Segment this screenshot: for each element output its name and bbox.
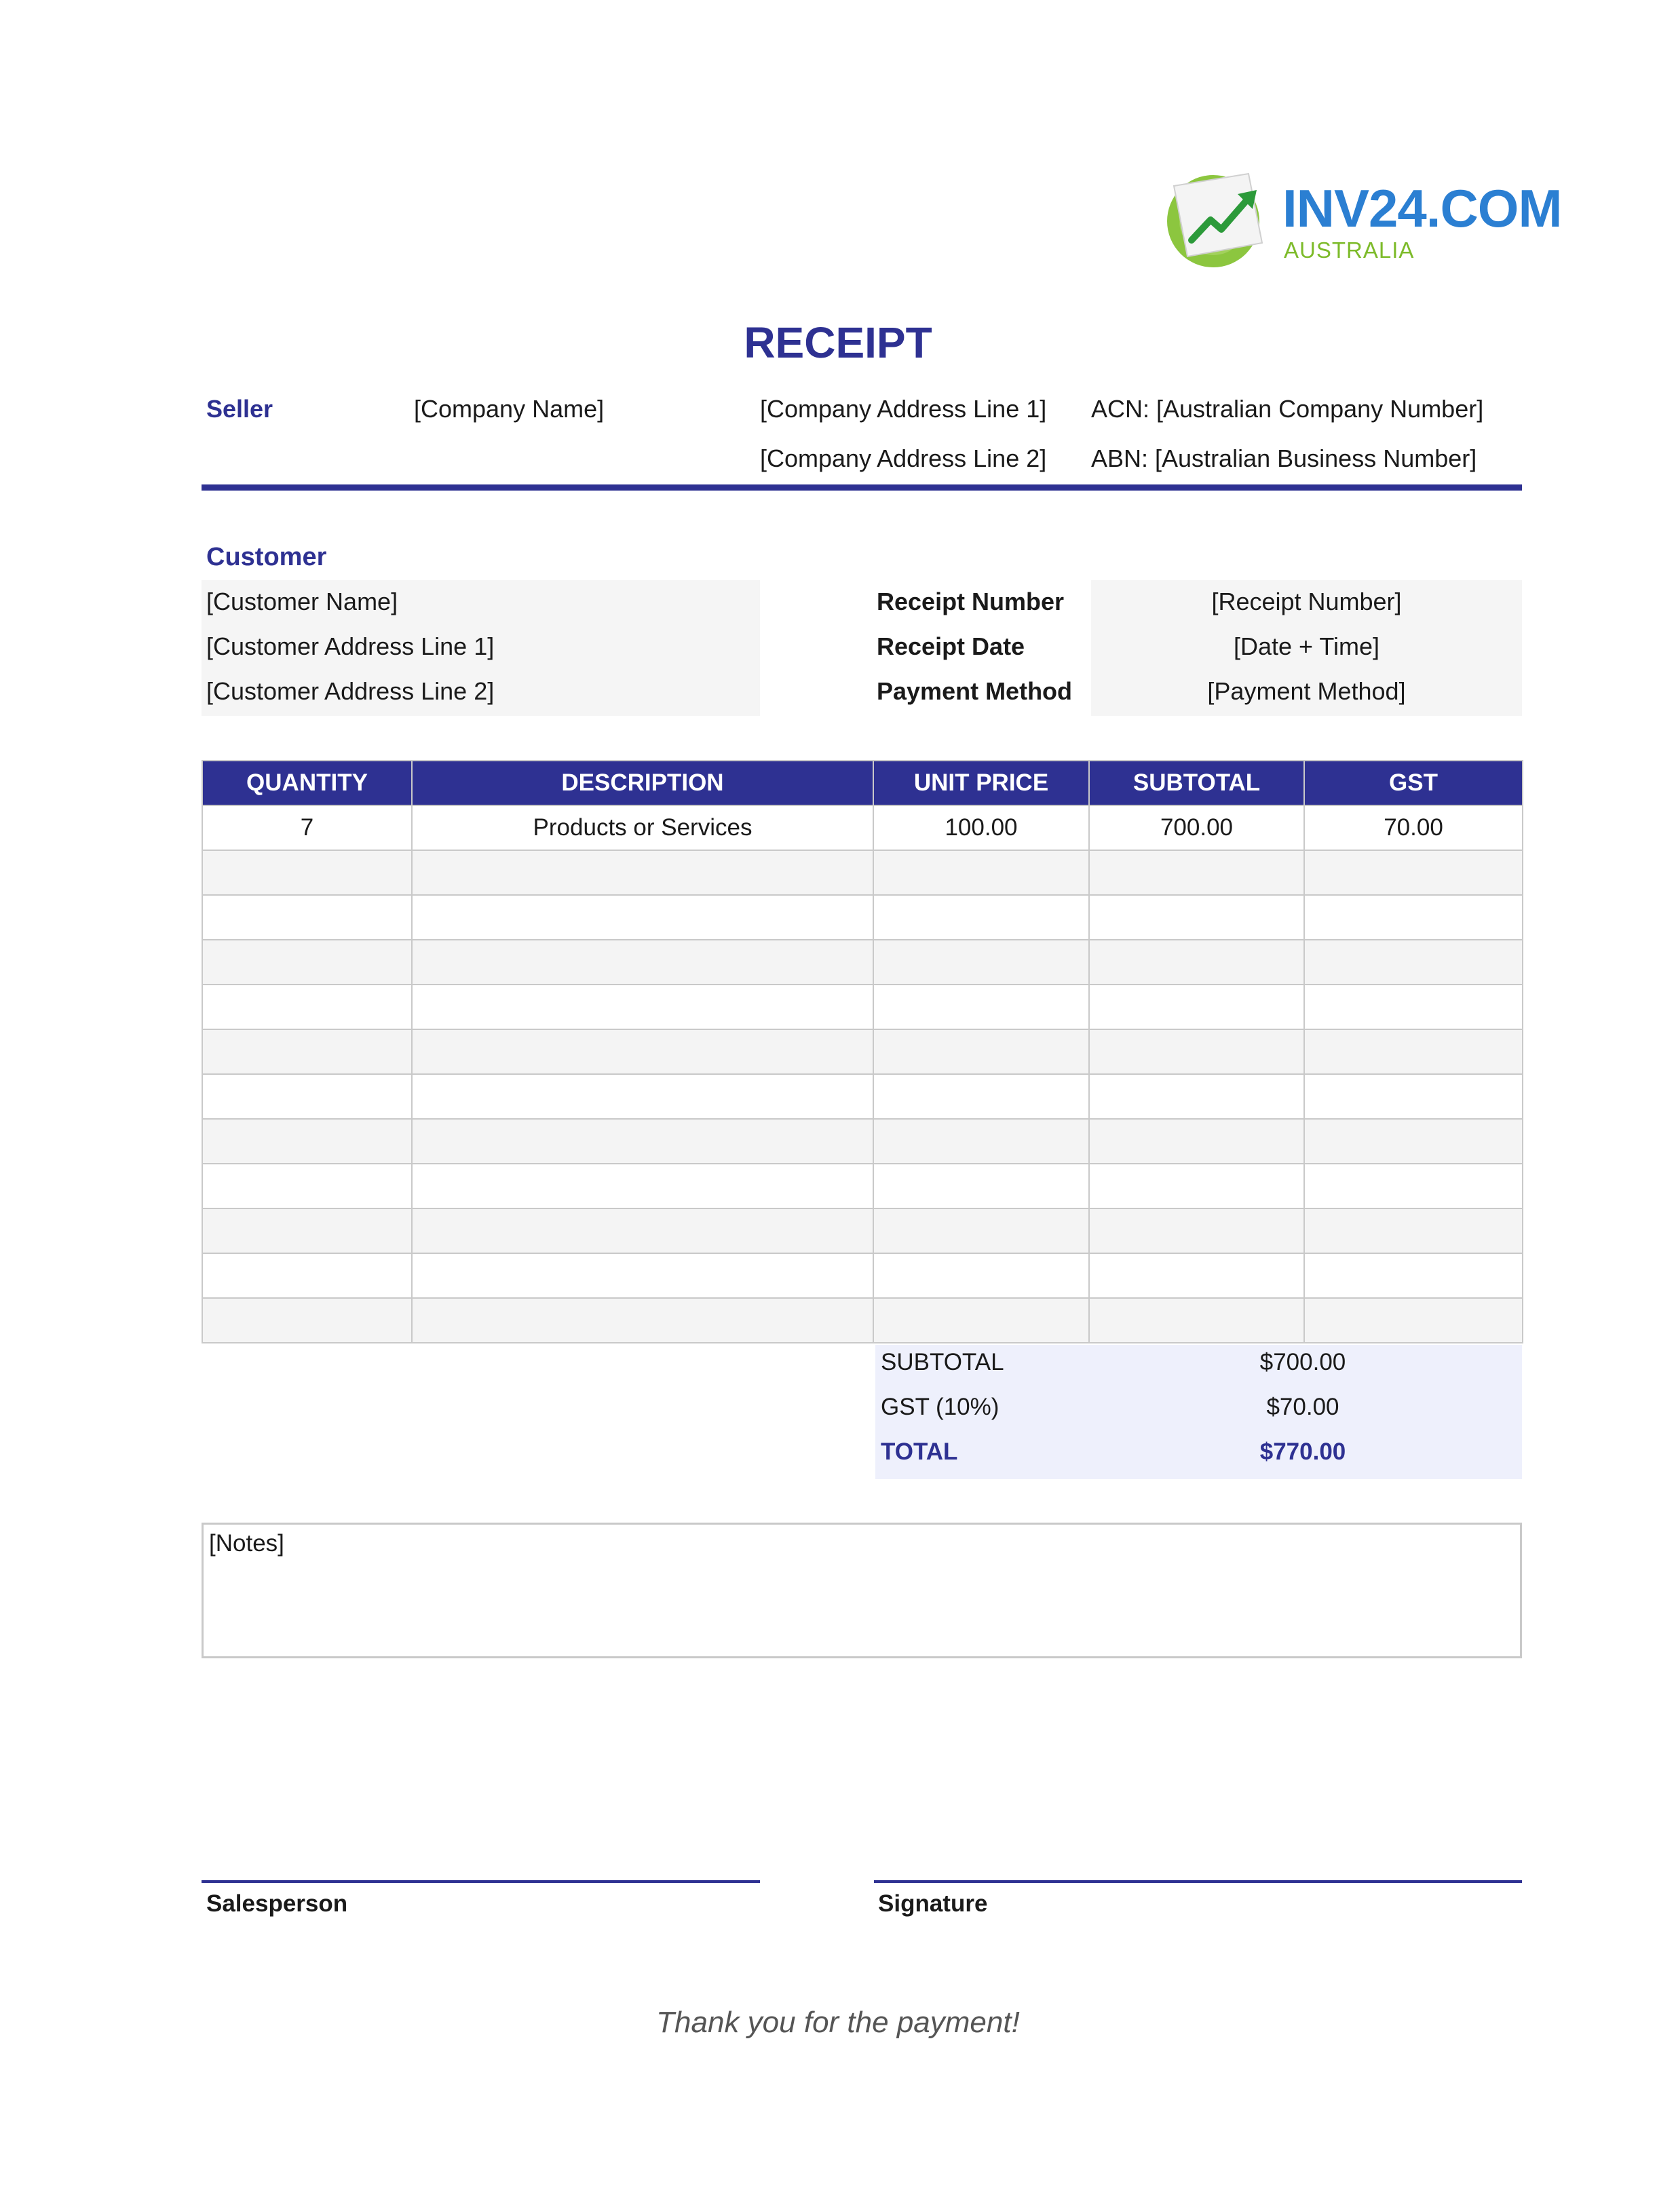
table-row [202, 1164, 1523, 1208]
cell-subtotal [1089, 1253, 1304, 1298]
cell-gst [1304, 1253, 1523, 1298]
customer-name: [Customer Name] [206, 588, 398, 615]
cell-quantity [202, 1074, 412, 1119]
cell-description [412, 1208, 873, 1253]
table-row [202, 895, 1523, 940]
cell-gst [1304, 1298, 1523, 1343]
cell-unit-price [873, 940, 1089, 985]
cell-description [412, 1253, 873, 1298]
cell-unit-price [873, 1208, 1089, 1253]
table-row [202, 1298, 1523, 1343]
column-header-quantity: QUANTITY [202, 761, 412, 805]
items-table [202, 760, 1523, 1343]
seller-company-name: [Company Name] [414, 395, 605, 423]
cell-subtotal [1089, 985, 1304, 1029]
cell-subtotal [1089, 1074, 1304, 1119]
payment-method-value: [Payment Method] [1207, 677, 1406, 705]
table-row [202, 1074, 1523, 1119]
cell-description [412, 1164, 873, 1208]
table-row [202, 1119, 1523, 1164]
seller-address-line1: [Company Address Line 1] [760, 395, 1047, 423]
cell-unit-price [873, 850, 1089, 895]
cell-quantity [202, 1298, 412, 1343]
column-header-unit-price: UNIT PRICE [873, 761, 1089, 805]
cell-subtotal [1089, 1119, 1304, 1164]
subtotal-value: $700.00 [1259, 1349, 1346, 1375]
cell-quantity [202, 1029, 412, 1074]
table-row [202, 1029, 1523, 1074]
gst-label: GST (10%) [881, 1394, 999, 1420]
cell-subtotal [1089, 1208, 1304, 1253]
column-header-subtotal: SUBTOTAL [1089, 761, 1304, 805]
cell-gst [1304, 940, 1523, 985]
column-header-description: DESCRIPTION [412, 761, 873, 805]
receipt-date-value: [Date + Time] [1233, 632, 1380, 660]
cell-quantity [202, 895, 412, 940]
cell-quantity [202, 1119, 412, 1164]
cell-quantity [202, 985, 412, 1029]
cell-description [412, 1074, 873, 1119]
cell-subtotal [1089, 1164, 1304, 1208]
cell-unit-price [873, 1298, 1089, 1343]
cell-gst [1304, 895, 1523, 940]
salesperson-line [202, 1880, 760, 1883]
cell-subtotal [1089, 895, 1304, 940]
receipt-date-label: Receipt Date [877, 632, 1025, 660]
cell-gst: 70.00 [1304, 805, 1523, 850]
logo-name: INV24.COM [1282, 178, 1562, 238]
cell-unit-price [873, 1119, 1089, 1164]
salesperson-label: Salesperson [206, 1890, 348, 1917]
receipt-number-label: Receipt Number [877, 588, 1065, 615]
cell-subtotal [1089, 1298, 1304, 1343]
cell-description [412, 1119, 873, 1164]
cell-description [412, 850, 873, 895]
customer-address-line1: [Customer Address Line 1] [206, 632, 495, 660]
cell-subtotal: 700.00 [1089, 805, 1304, 850]
cell-gst [1304, 1164, 1523, 1208]
cell-gst [1304, 850, 1523, 895]
cell-unit-price: 100.00 [873, 805, 1089, 850]
notes-text: [Notes] [209, 1530, 284, 1557]
signature-line [874, 1880, 1522, 1883]
seller-label: Seller [206, 395, 273, 423]
seller-acn: ACN: [Australian Company Number] [1091, 395, 1484, 423]
cell-gst [1304, 1208, 1523, 1253]
cell-subtotal [1089, 1029, 1304, 1074]
cell-unit-price [873, 1029, 1089, 1074]
signature-label: Signature [878, 1890, 988, 1917]
cell-unit-price [873, 1074, 1089, 1119]
table-row [202, 1253, 1523, 1298]
cell-description [412, 895, 873, 940]
cell-description [412, 940, 873, 985]
cell-gst [1304, 1119, 1523, 1164]
payment-method-label: Payment Method [877, 677, 1073, 705]
header-divider [202, 484, 1522, 491]
cell-quantity [202, 1253, 412, 1298]
cell-quantity [202, 850, 412, 895]
notes-box[interactable] [202, 1523, 1522, 1658]
cell-subtotal [1089, 940, 1304, 985]
subtotal-label: SUBTOTAL [881, 1349, 1004, 1375]
cell-gst [1304, 985, 1523, 1029]
cell-gst [1304, 1074, 1523, 1119]
total-label: TOTAL [881, 1438, 958, 1465]
table-row [202, 1208, 1523, 1253]
cell-quantity [202, 1164, 412, 1208]
cell-unit-price [873, 1164, 1089, 1208]
document-title: RECEIPT [744, 318, 932, 367]
seller-address-line2: [Company Address Line 2] [760, 444, 1047, 472]
cell-description [412, 1029, 873, 1074]
cell-description [412, 985, 873, 1029]
seller-abn: ABN: [Australian Business Number] [1091, 444, 1477, 472]
table-row [202, 940, 1523, 985]
total-value: $770.00 [1259, 1438, 1346, 1465]
cell-unit-price [873, 895, 1089, 940]
cell-gst [1304, 1029, 1523, 1074]
thank-you-message: Thank you for the payment! [656, 2006, 1020, 2039]
items-header-row [202, 761, 1523, 805]
table-row [202, 850, 1523, 895]
column-header-gst: GST [1304, 761, 1523, 805]
gst-value: $70.00 [1266, 1394, 1339, 1420]
cell-unit-price [873, 1253, 1089, 1298]
cell-subtotal [1089, 850, 1304, 895]
customer-address-line2: [Customer Address Line 2] [206, 677, 495, 705]
table-row [202, 805, 1523, 850]
cell-quantity [202, 1208, 412, 1253]
logo-mark-icon [1162, 167, 1270, 270]
logo-region: AUSTRALIA [1284, 237, 1415, 263]
cell-description: Products or Services [412, 805, 873, 850]
cell-description [412, 1298, 873, 1343]
cell-quantity [202, 940, 412, 985]
cell-unit-price [873, 985, 1089, 1029]
cell-quantity: 7 [202, 805, 412, 850]
table-row [202, 985, 1523, 1029]
customer-label: Customer [206, 543, 327, 571]
receipt-number-value: [Receipt Number] [1211, 588, 1402, 615]
